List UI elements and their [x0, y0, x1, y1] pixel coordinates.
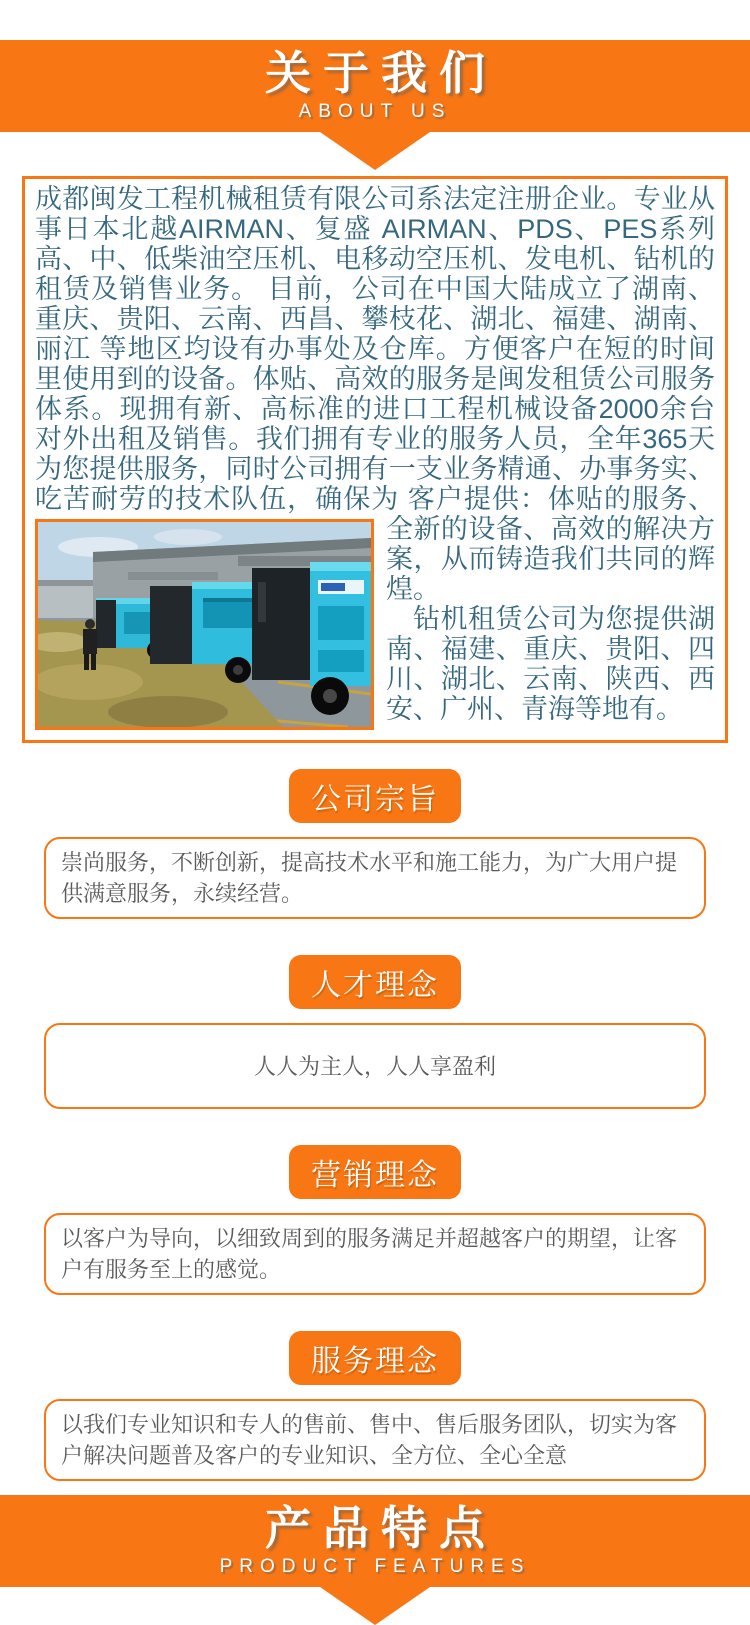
section-text-service-philosophy: 以我们专业知识和专人的售前、售中、售后服务团队，切实为客户解决问题普及客户的专业知识、全方位、全心全意 — [61, 1412, 678, 1468]
section-pill-service-philosophy: 服务理念 — [289, 1331, 461, 1385]
features-banner — [0, 1495, 750, 1587]
top-spacer — [0, 0, 750, 40]
equipment-photo-graphic — [38, 522, 371, 727]
features-banner-title: 产品特点 — [265, 1501, 497, 1554]
company-intro-text-2: 客户提供：体贴的服务、全新的设备、高效的解决方案，从而铸造我们共同的辉煌。 — [386, 484, 715, 604]
section-box-company-purpose — [44, 837, 706, 919]
company-intro-text-3: 钻机租赁公司为您提供湖南、福建、重庆、贵阳、四川、湖北、云南、陕西、西安、广州、青海等地有。 — [386, 604, 715, 724]
about-banner-arrow-down-icon — [320, 132, 430, 170]
about-banner — [0, 40, 750, 132]
section-box-service-philosophy — [44, 1399, 706, 1481]
section-box-talent-philosophy — [44, 1023, 706, 1109]
about-banner-title: 关于我们 — [265, 46, 497, 99]
section-text-company-purpose: 崇尚服务，不断创新，提高技术水平和施工能力，为广大用户提供满意服务，永续经营。 — [61, 850, 678, 906]
about-banner-subtitle: ABOUT US — [298, 101, 452, 123]
section-pill-talent-philosophy: 人才理念 — [289, 955, 461, 1009]
equipment-photo — [35, 519, 374, 730]
section-text-marketing-philosophy: 以客户为导向，以细致周到的服务满足并超越客户的期望，让客户有服务至上的感觉。 — [61, 1226, 678, 1282]
section-box-marketing-philosophy — [44, 1213, 706, 1295]
features-banner-arrow-down-icon — [320, 1587, 430, 1625]
section-text-talent-philosophy: 人人为主人，人人享盈利 — [253, 1053, 496, 1079]
company-intro-text-1: 成都闽发工程机械租赁有限公司系法定注册企业。专业从事日本北越AIRMAN、复盛 AIRMAN、PDS、PES系列高、中、低柴油空压机、电移动空压机、发电机、钻机的租赁及销售业务。 目前，公司在中国大陆成立了湖南、重庆、贵阳、云南、西昌、攀枝花、湖北、福建、湖南、丽江 等地区均设有办事处及仓库。方便客户在短的时间里使用到的设备。体贴、高效的服务是闽发租赁公司服务体系。现拥有新、高标准的进口工程机械设备2000余台对外出租及销售。我们拥有专业的服务人员，全年365天为您提供服务，同时公司拥有一支业务精通、办事务实、吃苦耐劳的技术队伍，确保为 — [35, 184, 715, 514]
section-pill-marketing-philosophy: 营销理念 — [289, 1145, 461, 1199]
company-intro-box — [22, 176, 728, 743]
features-banner-subtitle: PRODUCT FEATURES — [219, 1556, 531, 1578]
section-pill-company-purpose: 公司宗旨 — [289, 769, 461, 823]
